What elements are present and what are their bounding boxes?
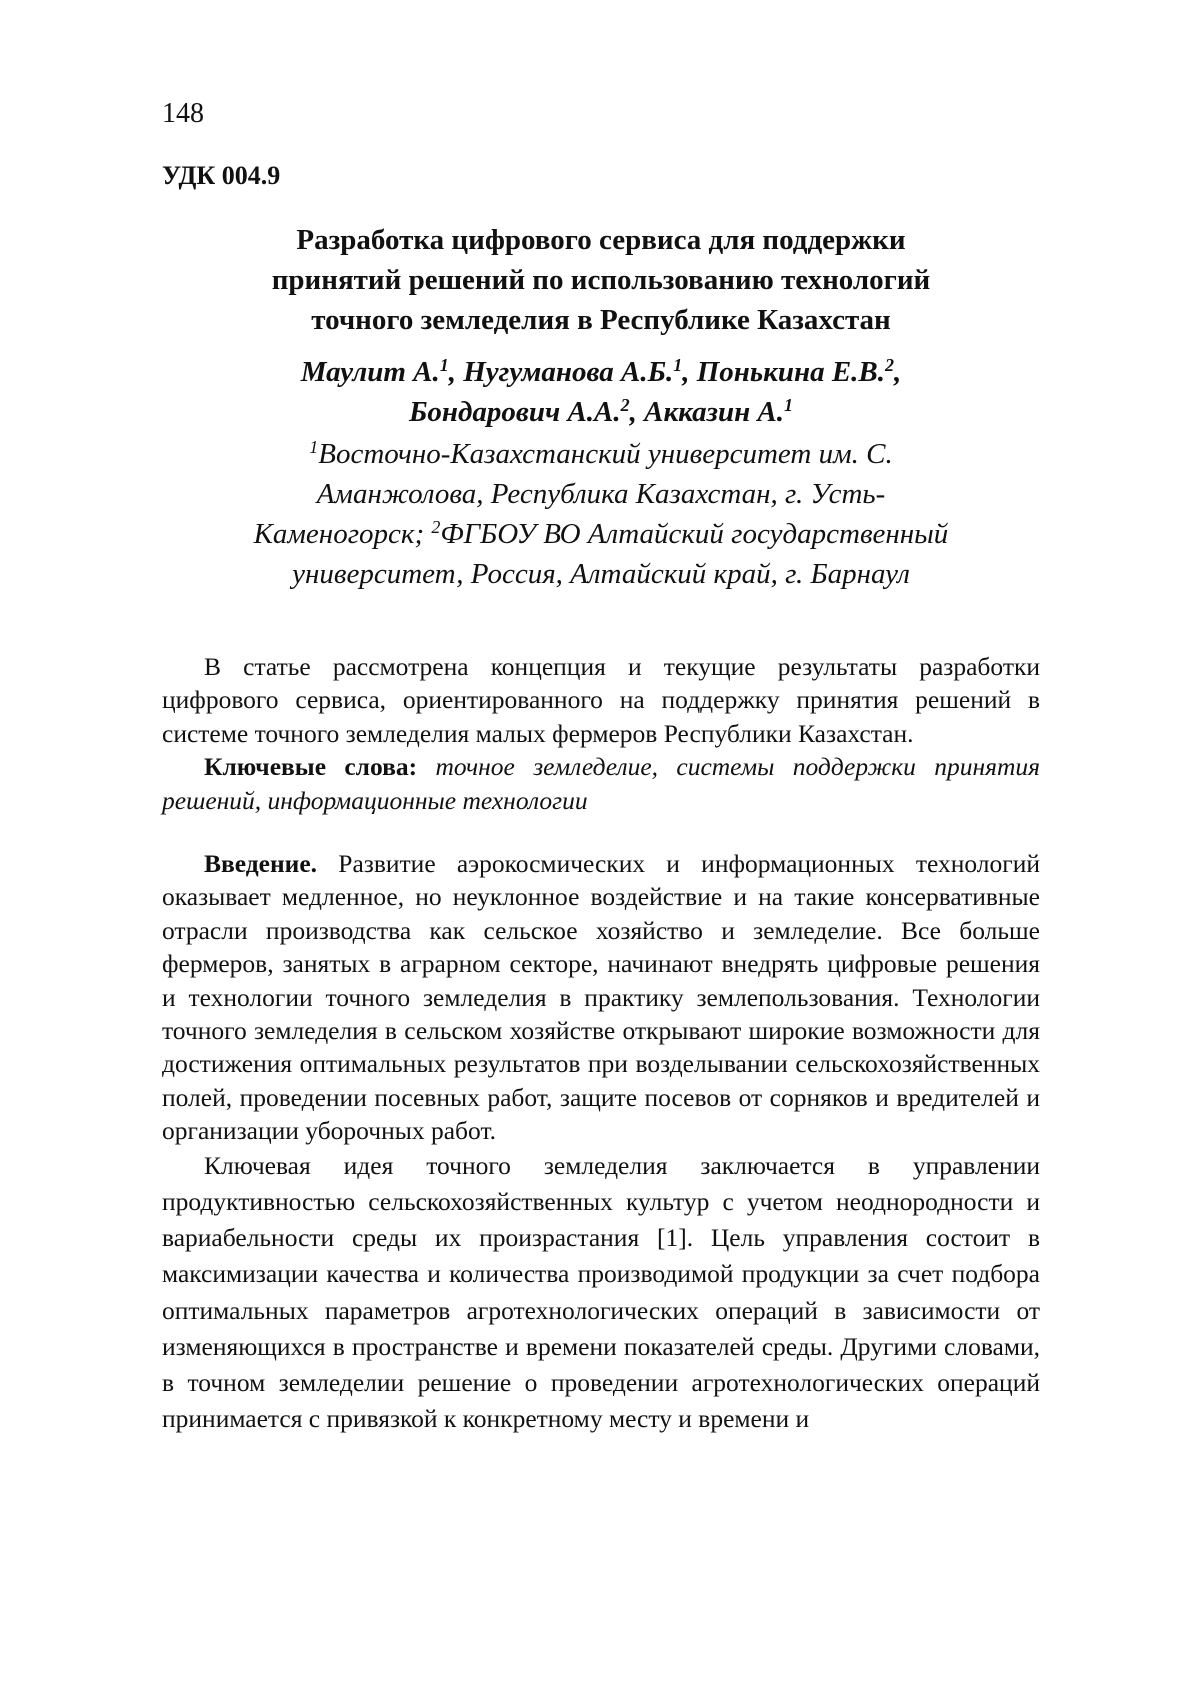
affiliation-line-2: Аманжолова, Республика Казахстан, г. Усть- — [316, 478, 886, 510]
udk-code: УДК 004.9 — [162, 161, 281, 190]
keywords — [162, 750, 1040, 817]
author-affiliation-mark: 2 — [620, 395, 630, 416]
author-name: Понькина Е.В. — [696, 356, 886, 388]
affiliation-mark-2: 2 — [431, 517, 441, 538]
keywords-label: Ключевые слова: — [204, 752, 418, 782]
page-number: 148 — [162, 98, 204, 129]
author-name: Маулит А. — [300, 356, 440, 388]
title-line-2: принятий решений по использованию технологий — [271, 264, 931, 296]
author-affiliation-mark: 1 — [784, 395, 794, 416]
affiliations — [162, 434, 1040, 594]
affiliation-line-1: $^1$Восточно-Казахстанский университет им. С. — [309, 437, 893, 470]
affiliation-line-4: университет, Россия, Алтайский край, г. Барнаул — [292, 558, 910, 590]
affiliation-mark-1: 1 — [309, 437, 319, 458]
introduction-paragraph-2: Ключевая идея точного земледелия заключается в управлении продуктивностью сельскохозяйственных культур с учетом неоднородности и вариабельности среды их произрастания [1]. Цель управления состоит в максимизации качества и количества производимой продукции за счет подбора оптимальных параметров агротехнологических операций в зависимости от изменяющихся в пространстве и времени показателей среды. Другими словами, в точном земледелии решение о проведении агротехнологических операций принимается с привязкой к конкретному месту и времени и — [162, 1150, 1040, 1434]
author-name: Нугуманова А.Б. — [463, 356, 674, 388]
author-name: Бондарович А.А. — [408, 396, 621, 428]
author-affiliation-mark: 1 — [673, 355, 683, 376]
keywords-text: точное земледелие, системы поддержки принятия решений, информационные технологии — [162, 752, 1041, 815]
author-line-2: Бондарович А.А.$^2$, Акказин А.$^1$ — [408, 395, 794, 428]
author-list — [162, 352, 1040, 432]
introduction-heading: Введение. — [204, 849, 318, 879]
author-line-1: Маулит А.$^1$, Нугуманова А.Б.$^1$, Понькина Е.В.$^2$, — [300, 355, 902, 388]
introduction-paragraph-1 — [162, 847, 1040, 1148]
paper-title — [162, 220, 1040, 340]
author-affiliation-mark: 2 — [885, 355, 894, 376]
title-line-3: точного земледелия в Республике Казахстан — [311, 304, 891, 336]
paper-page — [162, 98, 1040, 1437]
author-affiliation-mark: 1 — [439, 355, 449, 376]
title-line-1: Разработка цифрового сервиса для поддержки — [296, 224, 906, 256]
affiliation-line-3: Каменогорск; $^2$ФГБОУ ВО Алтайский государственный — [253, 517, 949, 550]
author-name: Акказин А. — [644, 396, 785, 428]
abstract: В статье рассмотрена концепция и текущие результаты разработки цифрового сервиса, ориентированного на поддержку принятия решений в системе точного земледелия малых фермеров Республики Казахстан. — [162, 652, 1040, 748]
introduction-text-1: Развитие аэрокосмических и информационных технологий оказывает медленное, но неуклонное воздействие и на такие консервативные отрасли производства как сельское хозяйство и земледелие. Все больше фермеров, занятых в аграрном секторе, начинают внедрять цифровые решения и технологии точного земледелия в практику землепользования. Технологии точного земледелия в сельском хозяйстве открывают широкие возможности для достижения оптимальных результатов при возделывании сельскохозяйственных полей, проведении посевных работ, защите посевов от сорняков и вредителей и организации уборочных работ. — [162, 849, 1040, 1146]
